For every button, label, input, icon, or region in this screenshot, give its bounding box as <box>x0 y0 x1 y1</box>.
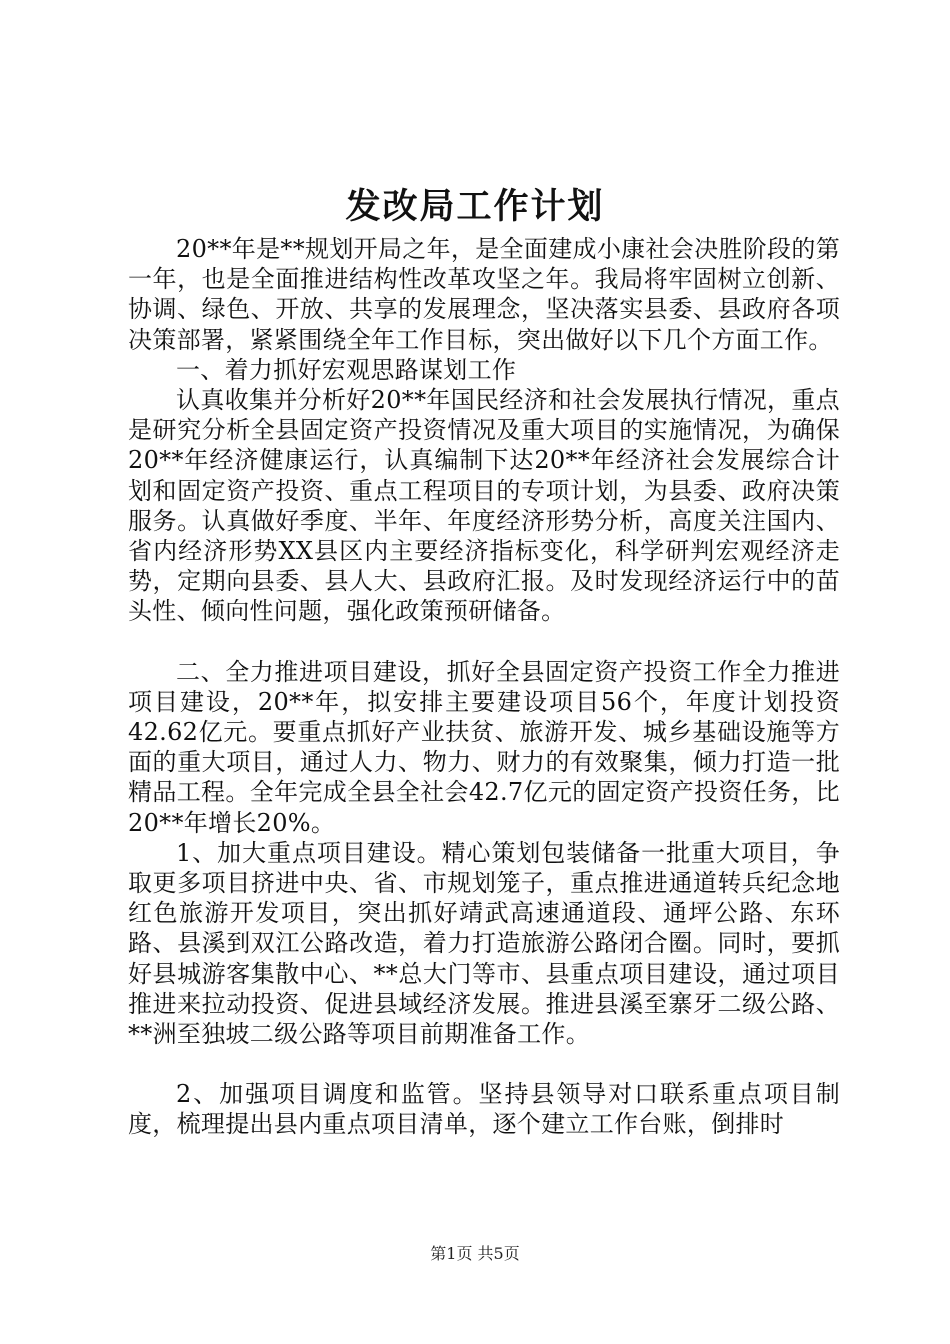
page-footer: 第1页 共5页 <box>430 1244 520 1263</box>
item-2-paragraph: 2、加强项目调度和监管。坚持县领导对口联系重点项目制度，梳理提出县内重点项目清单，逐个建立工作台账，倒排时 <box>128 1080 840 1139</box>
section-1-paragraph: 认真收集并分析好20**年国民经济和社会发展执行情况，重点是研究分析全县固定资产投资情况及重大项目的实施情况，为确保20**年经济健康运行，认真编制下达20**年经济社会发展综合计划和固定资产投资、重点工程项目的专项计划，为县委、政府决策服务。认真做好季度、半年、年度经济形势分析，高度关注国内、省内经济形势XX县区内主要经济指标变化，科学研判宏观经济走势，定期向县委、县人大、县政府汇报。及时发现经济运行中的苗头性、倾向性问题，强化政策预研储备。 <box>128 386 840 626</box>
item-1-paragraph: 1、加大重点项目建设。精心策划包装储备一批重大项目，争取更多项目挤进中央、省、市规划笼子，重点推进通道转兵纪念地红色旅游开发项目，突出抓好靖武高速通道段、通坪公路、东环路、县溪到双江公路改造，着力打造旅游公路闭合圈。同时，要抓好县城游客集散中心、**总大门等市、县重点项目建设，通过项目推进来拉动投资、促进县域经济发展。推进县溪至寨牙二级公路、**洲至独坡二级公路等项目前期准备工作。 <box>128 838 840 1049</box>
section-heading-1: 一、着力抓好宏观思路谋划工作 <box>176 355 517 384</box>
document-title: 发改局工作计划 <box>345 186 605 227</box>
document-body <box>128 234 840 1140</box>
section-2-paragraph: 二、全力推进项目建设，抓好全县固定资产投资工作全力推进项目建设，20**年，拟安排主要建设项目56个，年度计划投资42.62亿元。要重点抓好产业扶贫、旅游开发、城乡基础设施等方面的重大项目，通过人力、物力、财力的有效聚集，倾力打造一批精品工程。全年完成全县全社会42.7亿元的固定资产投资任务，比20**年增长20%。 <box>128 657 840 837</box>
intro-paragraph: 20**年是**规划开局之年，是全面建成小康社会决胜阶段的第一年，也是全面推进结构性改革攻坚之年。我局将牢固树立创新、协调、绿色、开放、共享的发展理念，坚决落实县委、县政府各项决策部署，紧紧围绕全年工作目标，突出做好以下几个方面工作。 <box>128 235 840 354</box>
